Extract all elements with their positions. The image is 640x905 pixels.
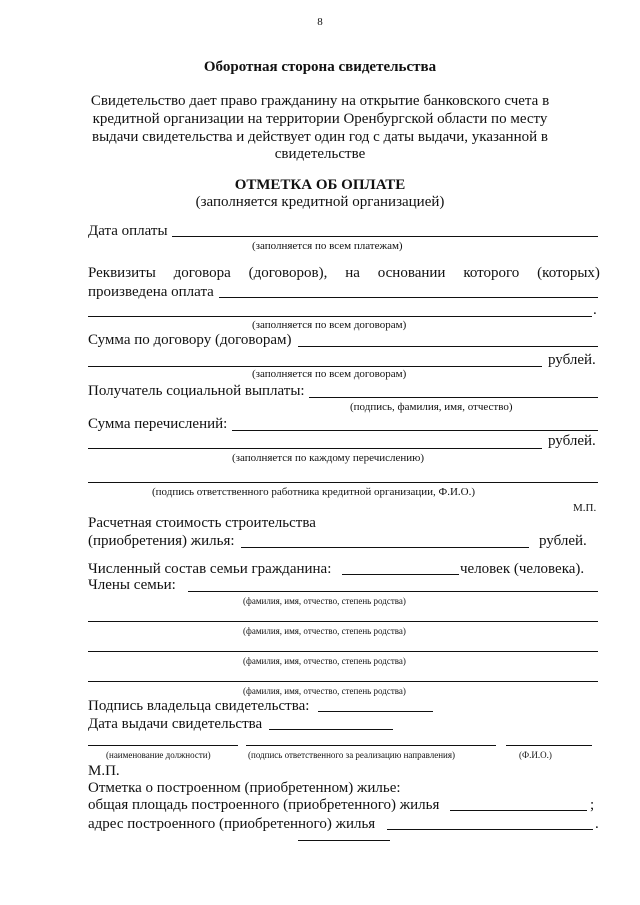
contract-sum-hint: (заполняется по всем договорам) [252, 368, 407, 380]
contract-period: . [593, 302, 597, 318]
family-size-label: Численный состав семьи гражданина: [88, 561, 332, 577]
family-member-hint-1: (фамилия, имя, отчество, степень родства) [243, 596, 406, 606]
position-hint: (наименование должности) [106, 750, 211, 760]
housing-area-end: ; [590, 797, 595, 813]
contract-word: Реквизиты [88, 265, 156, 281]
housing-area-label: общая площадь построенного (приобретенного) жилья [88, 797, 440, 813]
contract-hint: (заполняется по всем договорам) [252, 319, 407, 331]
transfers-field-2[interactable] [88, 448, 542, 449]
transfers-rubles: рублей. [548, 433, 596, 449]
family-member-field-1[interactable] [188, 591, 598, 592]
family-size-field[interactable] [342, 574, 459, 575]
payment-heading: ОТМЕТКА ОБ ОПЛАТЕ [234, 177, 406, 193]
family-member-hint-3: (фамилия, имя, отчество, степень родства) [243, 656, 406, 666]
recipient-hint: (подпись, фамилия, имя, отчество) [350, 401, 513, 413]
recipient-label: Получатель социальной выплаты: [88, 383, 305, 399]
intro-line-4: свидетельстве [274, 146, 366, 162]
signature-hint: (подпись ответственного за реализацию направления) [248, 750, 455, 760]
intro-line-1: Свидетельство дает право гражданину на открытие банковского счета в [90, 93, 550, 109]
family-member-field-4[interactable] [88, 681, 598, 682]
family-member-hint-2: (фамилия, имя, отчество, степень родства) [243, 626, 406, 636]
issue-date-field[interactable] [269, 729, 393, 730]
contract-details-line [88, 266, 600, 281]
position-field[interactable] [88, 745, 238, 746]
contract-word: которого [463, 265, 520, 281]
payment-date-field[interactable] [172, 236, 598, 237]
cost-label-1: Расчетная стоимость строительства [88, 515, 316, 531]
family-member-hint-4: (фамилия, имя, отчество, степень родства) [243, 686, 406, 696]
contract-word: (договоров), [248, 265, 328, 281]
cost-field[interactable] [241, 547, 529, 548]
cost-label-2: (приобретения) жилья: [88, 533, 235, 549]
housing-address-label: адрес построенного (приобретенного) жилья [88, 816, 376, 832]
family-members-label: Члены семьи: [88, 577, 176, 593]
owner-signature-label: Подпись владельца свидетельства: [88, 698, 310, 714]
issue-date-label: Дата выдачи свидетельства [88, 716, 263, 732]
payment-date-label: Дата оплаты [88, 223, 168, 239]
contract-word: основании [377, 265, 446, 281]
contract-word: (которых) [537, 265, 600, 281]
family-size-unit: человек (человека). [460, 561, 585, 577]
page-number: 8 [317, 16, 323, 28]
housing-address-field[interactable] [387, 829, 593, 830]
closing-rule [298, 840, 390, 841]
contract-word: договора [173, 265, 231, 281]
contract-payment-label: произведена оплата [88, 284, 214, 300]
transfers-hint: (заполняется по каждому перечислению) [232, 452, 425, 464]
contract-sum-label: Сумма по договору (договорам) [88, 332, 292, 348]
cost-rubles: рублей. [539, 533, 587, 549]
contract-sum-field-1[interactable] [298, 346, 598, 347]
contract-word: на [345, 265, 360, 281]
name-hint: (Ф.И.О.) [519, 750, 552, 760]
owner-signature-field[interactable] [318, 711, 433, 712]
contract-sum-rubles: рублей. [548, 352, 596, 368]
signatories-stamp: М.П. [88, 763, 120, 779]
housing-label: Отметка о построенном (приобретенном) жилье: [88, 780, 401, 796]
family-member-field-3[interactable] [88, 651, 598, 652]
contract-field-1[interactable] [219, 297, 598, 298]
contract-sum-field-2[interactable] [88, 366, 542, 367]
payment-subheading: (заполняется кредитной организацией) [195, 194, 445, 210]
transfers-label: Сумма перечислений: [88, 416, 228, 432]
page-title: Оборотная сторона свидетельства [203, 59, 437, 75]
contract-field-2[interactable] [88, 316, 592, 317]
family-member-field-2[interactable] [88, 621, 598, 622]
responsible-name-field[interactable] [506, 745, 592, 746]
recipient-field[interactable] [309, 397, 598, 398]
payment-date-hint: (заполняется по всем платежам) [252, 240, 403, 252]
housing-address-end: . [595, 816, 599, 832]
transfers-field-1[interactable] [232, 430, 598, 431]
officer-signature-field[interactable] [88, 482, 598, 483]
intro-line-2: кредитной организации на территории Оренбургской области по месту [92, 111, 548, 127]
intro-line-3: выдачи свидетельства и действует один год с даты выдачи, указанной в [92, 129, 548, 145]
officer-hint: (подпись ответственного работника кредитной организации, Ф.И.О.) [152, 486, 475, 498]
payment-stamp: М.П. [573, 502, 597, 514]
responsible-signature-field[interactable] [246, 745, 496, 746]
housing-area-field[interactable] [450, 810, 587, 811]
